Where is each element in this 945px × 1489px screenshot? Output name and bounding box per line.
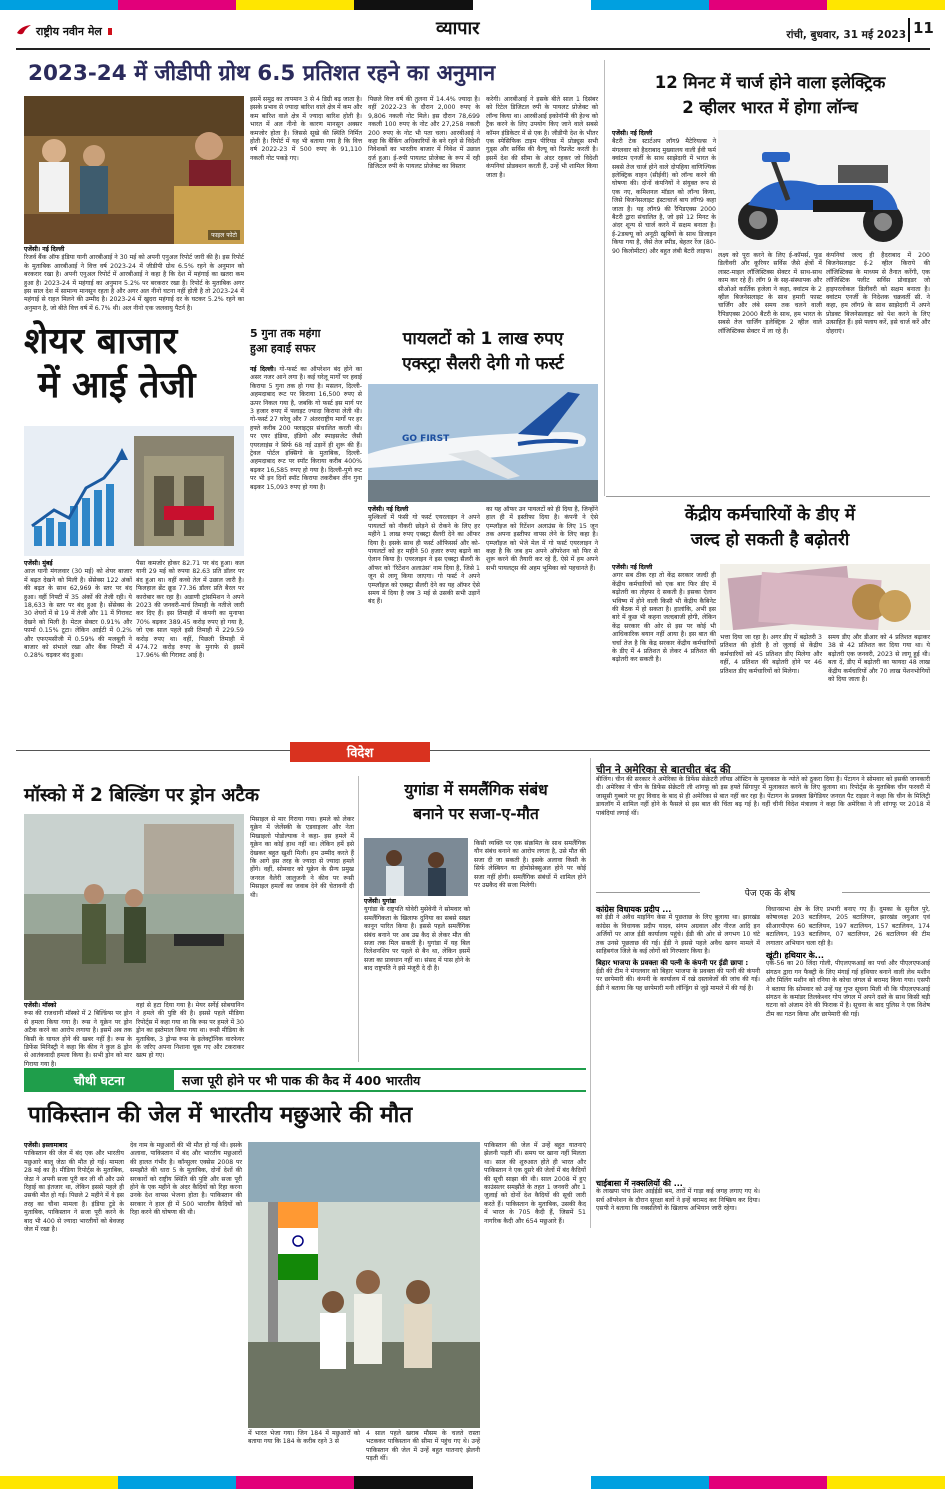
da-col-1: एजेंसी। नई दिल्ली अगर सब ठीक रहा तो केंद्र सरकार जल्दी ही केंद्रीय कर्मचारियों को एक बार फिर डीए में बढ़ोतरी का तोहफा दे सकती है। इसका ऐलान भविष्य में होने वाली किसी भी केंद्रीय कैबिनेट की बैठक में हो सकता है। हालांकि, अभी इस बारे में कुछ भी कहना जल्दबाजी होगी, लेकिन केंद्र सरकार की ओर से इस पर कोई भी आधिकारिक बयान नहीं आया है। इस बात की चर्चा तेज है कि केंद्र सरकार केंद्रीय कर्मचारियों के डीए में 4 प्रतिशत से लेकर 4 प्रतिशत की बढ़ोतरी कर सकती है। xyxy=(612,564,716,664)
photo-tag: फाइल फोटो xyxy=(208,230,240,240)
section-name: व्यापार xyxy=(436,18,480,39)
pak-col-2: देव नाम के मछुआरों की भी मौत हो गई थी। इसके अलावा, पाकिस्तान में बंद और भारतीय मछुआरों की हालत गंभीर है। कॉन्सुलर एक्सेस 2008 पर समझौते की धारा 5 के मुताबिक, दोनों देशों की सरकारों को राष्ट्रीय स्थिति की पुष्टि और सजा पूरी होने के एक महीने के अंदर कैदियों को रिहा करना उनके देश वापस भेजना होता है। पाकिस्तान की सरकार ने हाल ही में 500 भारतीय कैदियों को रिहा करने की घोषणा की थी। xyxy=(130,1142,242,1217)
share-dateline: एजेंसी। मुंबई xyxy=(24,560,53,567)
gofirst-headline: पायलटों को 1 लाख रुपए एक्स्ट्रा सैलरी देगी गो फर्स्ट xyxy=(402,329,564,374)
chauthi-ghatna-tag: चौथी घटना xyxy=(24,1068,174,1092)
pak-subhead-bar: सजा पूरी होने पर भी पाक की कैद में 400 भारतीय xyxy=(174,1068,586,1092)
dateline: रांची, बुधवार, 31 मई 2023 xyxy=(786,29,906,41)
fare-headline: 5 गुना तक महंगा हुआ हवाई सफर xyxy=(250,327,321,355)
share-col-2: पैसा कमजोर होकर 82.71 पर बंद हुआ। कल यानी 29 मई को रुपया 82.63 प्रति डॉलर पर बंद हुआ था। वहीं कच्चे तेल में उछाल जारी है। फिलहाल ब्रेंट क्रूड 77.36 डॉलर प्रति बैरल पर कारोबार कर रहा है। अडाणी ट्रांसमिशन ने अपने 2023 की जनवरी-मार्च तिमाही के नतीजे जारी कर दिए हैं। इस तिमाही में कंपनी का मुनाफा 70% बढ़कर 389.45 करोड़ रुपए हो गया है, जो एक साल पहले इसी तिमाही में 229.59 करोड़ रुपए था। वहीं, पिछली तिमाही में 474.72 करोड़ रुपए के मुनाफे से इसमें 17.96% की गिरावट आई है। xyxy=(136,560,244,660)
da-headline: केंद्रीय कर्मचारियों के डीए में जल्द हो सकती है बढ़ोतरी xyxy=(684,505,856,550)
gdp-col-4: करेगी। आरबीआई ने इसके बीते साल 1 दिसंबर को रिटेल डिजिटल रुपी के पायलट प्रोजेक्ट को लॉन्च किया था। आरबीआई इकोनॉमी की हेल्थ को ट्रैक करने के लिए उपयोग किए जाने वाले सबसे कॉमन इंडिकेटर में से एक है। जीडीपी देश के भीतर एक स्पेसिफिक टाइम पीरियड में प्रोड्यूस सभी गुड्स और सर्विस की वैल्यू को रिप्रजेंट करती है। इसमें देश की सीमा के अंदर रहकर जो विदेशी कंपनियां प्रोडक्शन करती हैं, उन्हें भी शामिल किया जाता है। xyxy=(486,96,598,179)
stock-chart-photo xyxy=(24,426,244,556)
gdp-col-2: इसमें समुद्र का तापमान 3 से 4 डिग्री बढ़ जाता है। इसके प्रभाव से ज्यादा बारिश वाले क्षेत्र में कम और कम बारिश वाले क्षेत्र में ज्यादा बारिश होती है। भारत में अल नीनो के कारण मानसून अक्सर कमजोर होता है। जिससे सूखे की स्थिति निर्मित होती है। रिपोर्ट में यह भी बताया गया है कि वित्त वर्ष 2022-23 में 500 रुपए के 91,110 नकली नोट पकड़े गए। xyxy=(250,96,362,162)
moscow-col-3: वहां से हटा दिया गया है। मेयर सर्गेई सोबयानिन ने हमले की पुष्टि की है। इससे पहले मीडिया रिपोर्ट्स में कहा गया था कि रूस पर हमले में 30 ड्रोन का इस्तेमाल किया गया था। रूसी मीडिया के मुताबिक, 3 ड्रोन्स रूस के इलेक्ट्रॉनिक वारफेयर के जरिए अपना निशाना चूक गए और टकराकर खत्म हो गए। xyxy=(136,1002,244,1060)
da-dateline: एजेंसी। नई दिल्ली xyxy=(612,564,653,571)
gdp-dateline: एजेंसी। नई दिल्ली xyxy=(24,246,65,253)
ev-dateline: एजेंसी। नई दिल्ली xyxy=(612,130,653,137)
moscow-dateline: एजेंसी। मॉस्को xyxy=(24,1002,57,1009)
videsh-section-bar: विदेश xyxy=(290,742,430,762)
logo-text: राष्ट्रीय नवीन मेल xyxy=(36,24,102,38)
gofirst-dateline: एजेंसी। नई दिल्ली xyxy=(368,506,409,513)
ev-col-1: एजेंसी। नई दिल्ली बैटरी टेक स्टार्टअप लॉग9 मैटेरियल्स ने मंगलवार को हैदराबाद मुख्यालय वाली ईवी फर्म क्वांटम एनर्जी के साथ साझेदारी में भारत के सबसे तेज चार्ज होने वाले दोपहिया वाणिज्यिक इलेक्ट्रिक वाहन (सीईवी) को लॉन्च करने की घोषणा की। दोनों कंपनियों ने संयुक्त रूप से एक नए, कमिशनल मॉडल को लॉन्च किया, जिसे बिजनेसलाइट इंस्टाचार्ज बाय लॉग9 कहा जाता है। यह लॉग9 की रैपिडएक्स 2000 बैटरी द्वारा संचालित है, जो इसे 12 मिनट के अंदर शून्य से चार्ज करने में सक्षम बनाता है। ई-2डब्ल्यू को अनूठी खूबियों के साथ डिजाइन किया गया है, जैसे तेज स्पीड, बेहतर रेंज (80-90 किलोमीटर) और बहुत लंबी बैटरी लाइफ। xyxy=(612,130,716,255)
currency-photo xyxy=(720,564,930,630)
pak-col-1: एजेंसी। इस्लामाबाद पाकिस्तान की जेल में बंद एक और भारतीय मछुआरे बालू जेठा की मौत हो गई। मामला 28 मई का है। मीडिया रिपोर्ट्स के मुताबिक, जेठा ने अपनी सजा पूरी कर ली थी और उसे रिहाई का इंतजार था, लेकिन इससे पहले ही उसकी मौत हो गई। पिछले 2 महीने में ये इस तरह का चौथा मामला है। इंडिया टुडे के मुताबिक, पाकिस्तान ने सजा पूरी करने के बाद भी 400 से ज्यादा भारतीयों को बेवजह जेल में रखा है। xyxy=(24,1142,124,1234)
scooter-photo xyxy=(718,130,930,250)
registration-strip-bottom xyxy=(0,1476,945,1489)
registration-strip-top xyxy=(0,0,945,10)
uganda-col-2: किसी व्यक्ति पर एक संक्रमित के साथ समलैंगिक यौन संबंध बनाने का आरोप लगता है, उसे मौत की सजा दी जा सकती है। इसके अलावा किसी के सिर्फ लेस्बियन या होमोसेक्सुअल होने पर कोई सजा नहीं होगी। समलैंगिक संबंधों में शामिल होने पर उम्रकैद की सजा मिलेगी। xyxy=(474,840,586,890)
page-number: 11 xyxy=(908,18,930,42)
ev-headline: 12 मिनट में चार्ज होने वाला इलेक्ट्रिक 2 व्हीलर भारत में होगा लॉन्च xyxy=(654,73,886,117)
da-col-3: समय डीए और डीआर को 4 प्रतिशत बढ़ाकर 38 से 42 प्रतिशत कर दिया गया था। ये बढ़ोतरी एक जनवरी, 2023 से लागू हुई थी। बता दें, डीए में बढ़ोतरी का फायदा 48 लाख केंद्रीय कर्मचारियों और 70 लाख पेंशनभोगियों को दिया जाता है। xyxy=(828,634,930,684)
moscow-photo xyxy=(24,814,244,1000)
pak-photo xyxy=(248,1142,480,1428)
pak-photo-caption: में भारत भेजा गया। जिन 184 में मछुआरों को बताया गया कि 184 के करीब रहने 3 से xyxy=(248,1430,360,1446)
pak-dateline: एजेंसी। इस्लामाबाद xyxy=(24,1142,68,1149)
gofirst-col-2: का यह ऑफर उन पायलटों को ही दिया है, जिन्होंने हाल ही में इस्तीफा दिया है। कंपनी ने ऐसे एम्प्लॉइज को रिटेंशन अलाउंस के लिए 15 जून तक अपना इस्तीफा वापस लेने के लिए कहा है। एम्प्लॉइज को भेजे मेल में गो फर्स्ट एयरलाइन ने कहा है कि जब हम अपने ऑपरेशन को फिर से शुरू करने की तैयारी कर रहे हैं, ऐसे में हम अपने सभी पायलट्स की अहम भूमिका को पहचानते हैं। xyxy=(486,506,598,572)
moscow-headline: मॉस्को में 2 बिल्डिंग पर ड्रोन अटैक xyxy=(24,785,260,806)
moscow-col-2: मिसाइल से मार गिराया गया। हमले को लेकर यूक्रेन में जेलेंस्की के एडवाइजर और नेता मिखाइलो पोडोल्याक ने कहा- इस हमले में यूक्रेन का कोई हाथ नहीं था। लेकिन हमें इसे देखकर बहुत खुशी मिली। हम उम्मीद करते हैं कि आगे इस तरह के ज्यादा से ज्यादा हमले होंगे। वहीं, सोमवार को यूक्रेन के सैन्य प्रमुख जनरल वैलेरी जालुजनी ने कीव पर रूसी मिसाइल हमलों का जवाब देने की चेतावनी दी थी। xyxy=(250,816,354,899)
uganda-col-1: एजेंसी। युगांडा युगांडा के राष्ट्रपति योवेरी मुसेवेनी ने सोमवार को समलैंगिकता के खिलाफ दुनिया का सबसे सख्त कानून पारित किया है। इससे पहले समलैंगिक संबंध बनाने पर अब उम्र कैद से लेकर मौत की सजा तक मिल सकती है। युगांडा में यह बिल रिलेशनशिप पर पहले से बैन था, लेकिन इसमें सजा का प्रावधान नहीं था। संसद में पास होने के बाद राष्ट्रपति ने इसे मंजूरी दे दी है। xyxy=(364,898,470,973)
congress-cont: कांग्रेस विधायक प्रदीप ... को ईडी ने अवैध माइनिंग केस में पूछताछ के लिए बुलाया था। झारखंड कांग्रेस के विधायक प्रदीप यादव, संगम अग्रवाल और नीरज आदि इन अर्जियों पर आज ईडी कार्यालय पहुंचे। ईडी की ओर से लगभग 10 घंटे तक उनसे पूछताछ की गई। ईडी ने इससे पहले अवैध खनन मामले में साहिबगंज जिले के कई लोगों को गिरफ्तार किया है। बिहार भाजपा के प्रवक्ता की पत्नी के कंपनी पर ईडी छापा : ईडी की टीम ने मंगलवार को बिहार भाजपा के प्रवक्ता की पत्नी की कंपनी पर छापेमारी की। कंपनी के कार्यालय में रखे दस्तावेजों की जांच की गई। ईडी ने बताया कि यह छापेमारी मनी लॉन्ड्रिंग से जुड़े मामले में की गई है। xyxy=(596,905,760,992)
gdp-photo xyxy=(24,96,244,244)
page-continuation-bar: पेज एक के शेष xyxy=(700,884,840,900)
pak-headline: पाकिस्तान की जेल में भारतीय मछुआरे की मौत xyxy=(28,1102,413,1128)
moscow-col-1: एजेंसी। मॉस्को रूस की राजधानी मॉस्को में 2 बिल्डिंग्स पर ड्रोन से हमला किया गया है। रूस ने यूक्रेन पर ड्रोन अटैक करने का आरोप लगाया है। इसमें अब तक किसी के घायल होने की खबर नहीं है। रूस के डिफेंस मिनिस्ट्री ने कहा कि कीव ने कुल 8 ड्रोन से आतंकवादी हमला किया है। सभी ड्रोन को मार गिराया गया है। xyxy=(24,1002,132,1068)
da-col-2: भत्ता दिया जा रहा है। अगर डीए में बढ़ोतरी 3 प्रतिशत की होती है तो जुलाई से केंद्रीय कर्मचारियों को 45 प्रतिशत डीए मिलेगा और वहीं, 4 प्रतिशत की बढ़ोतरी होने पर 46 प्रतिशत डीए कर्मचारियों को मिलेगा। xyxy=(720,634,822,675)
bird-logo-icon xyxy=(16,24,32,38)
gofirst-plane-photo xyxy=(368,384,598,502)
gdp-headline: 2023-24 में जीडीपी ग्रोथ 6.5 प्रतिशत रहने का अनुमान xyxy=(28,61,496,86)
ev-col-2: लक्ष्य को पूरा करने के लिए ई-कॉमर्स, फूड डिलीवरी और कूरियर सर्विस जैसे क्षेत्रों में लास्ट-माइल लॉजिस्टिक्स सेक्टर में साथ-साथ काम कर रहे हैं। लॉग 9 के सह-संस्थापक और सीओओ कार्तिक हजेला ने कहा, क्वांटम के 2 व्हील बिजनेसलाइट के साथ हमारी फास्ट चार्जिंग और लंबे समय तक चलने वाली रैपिडएक्स 2000 बैटरी के साथ, हम भारत के सबसे तेज चार्जिंग इलेक्ट्रिक 2 व्हील वाले लॉजिस्टिक्स सेक्टर में ला रहे हैं। xyxy=(718,252,822,335)
ev-col-3: कंपनियां जल्द ही हैदराबाद में 200 बिजनेसलाइट ई-2 व्हील किराये की लॉजिस्टिक्स के माध्यम से तैनात करेंगी, एक लॉजिस्टिक फ्लीट सर्विस प्रोवाइडर जो हाइपरलोकल डिलीवरी को सक्षम बनाता है। क्वांटम एनर्जी के निदेशक चक्रवर्ती सी. ने कहा, हम लॉग9 के साथ साझेदारी में अपने प्रोडक्ट बिजनेसलाइट को पेश करने के लिए उत्साहित हैं। इसे फ्लाय करें, इसे चार्ज करें और दोहराएं। xyxy=(826,252,930,335)
gofirst-col-1: एजेंसी। नई दिल्ली मुश्किलों में फंसी गो फर्स्ट एयरलाइन ने अपने पायलटों को नौकरी छोड़ने से रोकने के लिए हर महीने 1 लाख रुपए एक्स्ट्रा सैलरी देने का ऑफर दिया है। इसके साथ ही फर्स्ट ऑफिसर्स और को-पायलटों को हर महीने 50 हजार रुपए बढ़ाने का ऐलान किया है। एयरलाइन ने इस एक्स्ट्रा सैलरी के ऑफर को 'रिटेंशन अलाउंस' नाम दिया है, जिसे 1 जून से लागू किया जाएगा। गो फर्स्ट ने अपने एम्प्लॉइज को एक्स्ट्रा सैलरी देने का यह ऑफर ऐसे समय में दिया है जब 3 मई से उसकी सभी उड़ानें बंद हैं। xyxy=(368,506,480,606)
share-headline: शेयर बाजार में आई तेजी xyxy=(24,321,196,406)
uganda-headline: युगांडा में समलैंगिक संबंध बनाने पर सजा-ए-मौत xyxy=(404,781,548,823)
uganda-photo xyxy=(364,838,468,896)
fare-body: नई दिल्ली। गो-फर्स्ट का ऑपरेशन बंद होने का असर नजर आने लगा है। कई घरेलू मार्गों पर हवाई किराया 5 गुना तक हो गया है। मसलन, दिल्ली-अहमदाबाद रूट पर किराया 16,500 रुपए से ऊपर निकल गया है, जबकि गो फर्स्ट इस मार्ग पर 3 हजार रुपए में फ्लाइट ज्यादा किराया लेती थी। गो-फर्स्ट 27 घरेलू और 7 अंतरराष्ट्रीय मार्गों पर हर हफ्ते करीब 200 फ्लाइट्स संचालित करती थी। पर एयर इंडिया, इंडिगो और स्पाइसजेट जैसी एयरलाइंस ने सिर्फ 68 नई उड़ानें ही शुरू की हैं। ट्रेवल पोर्टल इक्सिगो के मुताबिक, दिल्ली-अहमदाबाद रूट पर स्पॉट किराया करीब 400% बढ़कर 16,585 रुपए हो गया है। दिल्ली-पुणे रूट पर भी इन दिनों स्पॉट किराया तकरीबन तीन गुना बढ़कर 15,093 रुपए हो गया है। xyxy=(250,366,362,491)
share-col-1: एजेंसी। मुंबई आज यानी मंगलवार (30 मई) को शेयर बाजार में बढ़त देखने को मिली है। सेंसेक्स 122 अंकों की बढ़त के साथ 62,969 के स्तर पर बंद हुआ। वहीं निफ्टी में 35 अंकों की तेजी रही। ये 18,633 के स्तर पर बंद हुआ है। सेंसेक्स के 30 शेयरों में से 19 में तेजी और 11 में गिरावट देखने को मिली है। मेटल सेक्टर 0.91% और फार्मा 0.15% टूटा। लेकिन आईटी में 0.2% और एफएमसीजी में 0.59% की मजबूती ने बाजार को संभाले रखा और बैंक निफ्टी में 0.28% चढ़कर बंद हुआ। xyxy=(24,560,132,660)
chaibasa-cont: चाईबासा में नक्सलियों की ... के लाखपा पांच प्रेशर आईईडी बम, तारों में गाड़ा कई जगह लगाए गए थे। सर्च ऑपरेशन के दौरान सुरक्षा बलों ने इन्हें बरामद कर निष्क्रिय कर दिया। एसपी ने बताया कि नक्सलियों के खिलाफ अभियान जारी रहेगा। xyxy=(596,1179,760,1213)
masthead xyxy=(16,14,934,50)
uganda-dateline: एजेंसी। युगांडा xyxy=(364,898,396,905)
china-headline: चीन ने अमेरिका से बातचीत बंद की xyxy=(596,758,930,774)
china-body: बीजिंग। चीन की सरकार ने अमेरिका के डिफेंस सेक्रेटरी लॉयड ऑस्टिन के मुलाकात के न्योते को ठुकरा दिया है। पेंटागन ने सोमवार को इसकी जानकारी दी। अमेरिका ने चीन के डिफेंस सेक्रेटरी ली शांगफू को इस हफ्ते सिंगापुर में मुलाकात करने के लिए बुलाया था। रिपोर्ट्स के मुताबिक चीन फरवरी में जासूसी गुब्बारे पर हुए विवाद के बाद से ही अमेरिका से बात नहीं कर रहा है। पेंटागन के प्रवक्ता ब्रिगेडियर जनरल पैट राइडर ने कहा कि चीन के मिलिट्री डायलॉग में शामिल नहीं होने के फैसले से इस बात की चिंता बढ़ गई है। वहीं चीनी विदेश मंत्रालय ने कहा कि अमेरिका ने ली शांगफू पर 2018 में पाबंदियां लगाई थीं। xyxy=(596,776,930,817)
right-cont: विधानसभा क्षेत्र के लिए प्रभारी बनाए गए हैं। दुमका के सुनील पुरे, कोषाध्यक्ष 203 बटालियन, 205 बटालियन, झारखंड जगुआर एवं सीआरपीएफ 60 बटालियन, 197 बटालियन, 157 बटालियन, 174 बटालियन, 193 बटालियन, 07 बटालियन, 26 बटालियन की टीम लगातार अभियान चला रही है। खूंटी। हथियार के... एके-56 का 20 जिंदा गोली, पीएलएफआई का पर्चा और पीएलएफआई संगठन द्वारा गन फैक्ट्री के लिए मंगाई गई हथियार बनाने वाली लेथ मशीन और मिलिंग मशीन को रनिया के कोचा जंगल से बरामद किया गया। एसपी ने बताया कि सोमवार को उन्हें यह गुप्त सूचना मिली थी कि पीएलएफआई संगठन के कमांडर तिलकेश्वर गोप जंगल में अपने दस्ते के साथ किसी बड़ी घटना को अंजाम देने की फिराक में है। सूचना के बाद पुलिस ने एक विशेष टीम का गठन किया और छापेमारी की गई। xyxy=(766,906,930,1018)
fare-dateline: नई दिल्ली। xyxy=(250,366,276,373)
plane-livery-text: GO FIRST xyxy=(402,434,450,444)
pak-col-3: 4 साल पहले खराब मौसम के चलते रास्ता भटककर पाकिस्तान की सीमा में पहुंच गए थे। उन्हें पाकिस्तान की जेल में उन्हें बहुत यातनाएं झेलनी पड़ती थीं। xyxy=(366,1430,480,1463)
gdp-col-3: पिछले वित्त वर्ष की तुलना में 14.4% ज्यादा है। वहीं 2022-23 के दौरान 2,000 रुपए के 9,806 नकली नोट मिले। इस दौरान 78,699 नकली 100 रुपए के नोट और 27,258 नकली 200 रुपए के नोट भी पता चला। आरबीआई ने कहा कि बैंकिंग अधिकारियों के बने रहने से विदेशी निवेशकों का भारतीय बाजार में निवेश में उछाल दर्ज हुआ। ई-रुपी पायलट प्रोजेक्ट के रूप में रही डिजिटल रुपी के पायलट प्रोजेक्ट का विस्तार xyxy=(368,96,480,171)
logo xyxy=(16,20,156,42)
gdp-col-1: एजेंसी। नई दिल्ली रिजर्व बैंक ऑफ इंडिया यानी आरबीआई ने 30 मई को अपनी एनुअल रिपोर्ट जारी की है। इस रिपोर्ट के मुताबिक आरबीआई ने वित्त वर्ष 2023-24 में जीडीपी ग्रोथ 6.5% रहने के अनुमान को बरकरार रखा है। अपनी एनुअल रिपोर्ट में आरबीआई ने कहा है कि देश में महंगाई का खतरा कम हुआ है। 2023-24 में महंगाई का अनुमान 5.2% पर बरकरार रखा है। रिपोर्ट के मुताबिक अगर इस साल देश में सामान्य मानसून रहता है और अगर अल नीनो घटना नहीं होती है तो 2023-24 में महंगाई से राहत मिलने की उम्मीद है। 2023-24 में खुदरा महंगाई दर के घटकर 5.2% रहने का अनुमान है, जो बीते वित्त वर्ष में 6.7% थी। अल नीनो एक जलवायु पैटर्न है। xyxy=(24,246,244,312)
pak-col-4: पाकिस्तान की जेल में उन्हें बहुत यातनाएं झेलनी पड़ती थीं। समय पर खाना नहीं मिलता था। साल की शुरुआत होते ही भारत और पाकिस्तान ने एक दूसरे की जेलों में बंद कैदियों की सूची साझा की थी। साल 2008 में हुए काउंसलर समझौते के तहत 1 जनवरी और 1 जुलाई को दोनों देश कैदियों की सूची जारी करते हैं। पाकिस्तान के मुताबिक, उसकी कैद में भारत के 705 कैदी हैं, जिसमें 51 नागरिक कैदी और 654 मछुआरे हैं। xyxy=(484,1142,586,1225)
